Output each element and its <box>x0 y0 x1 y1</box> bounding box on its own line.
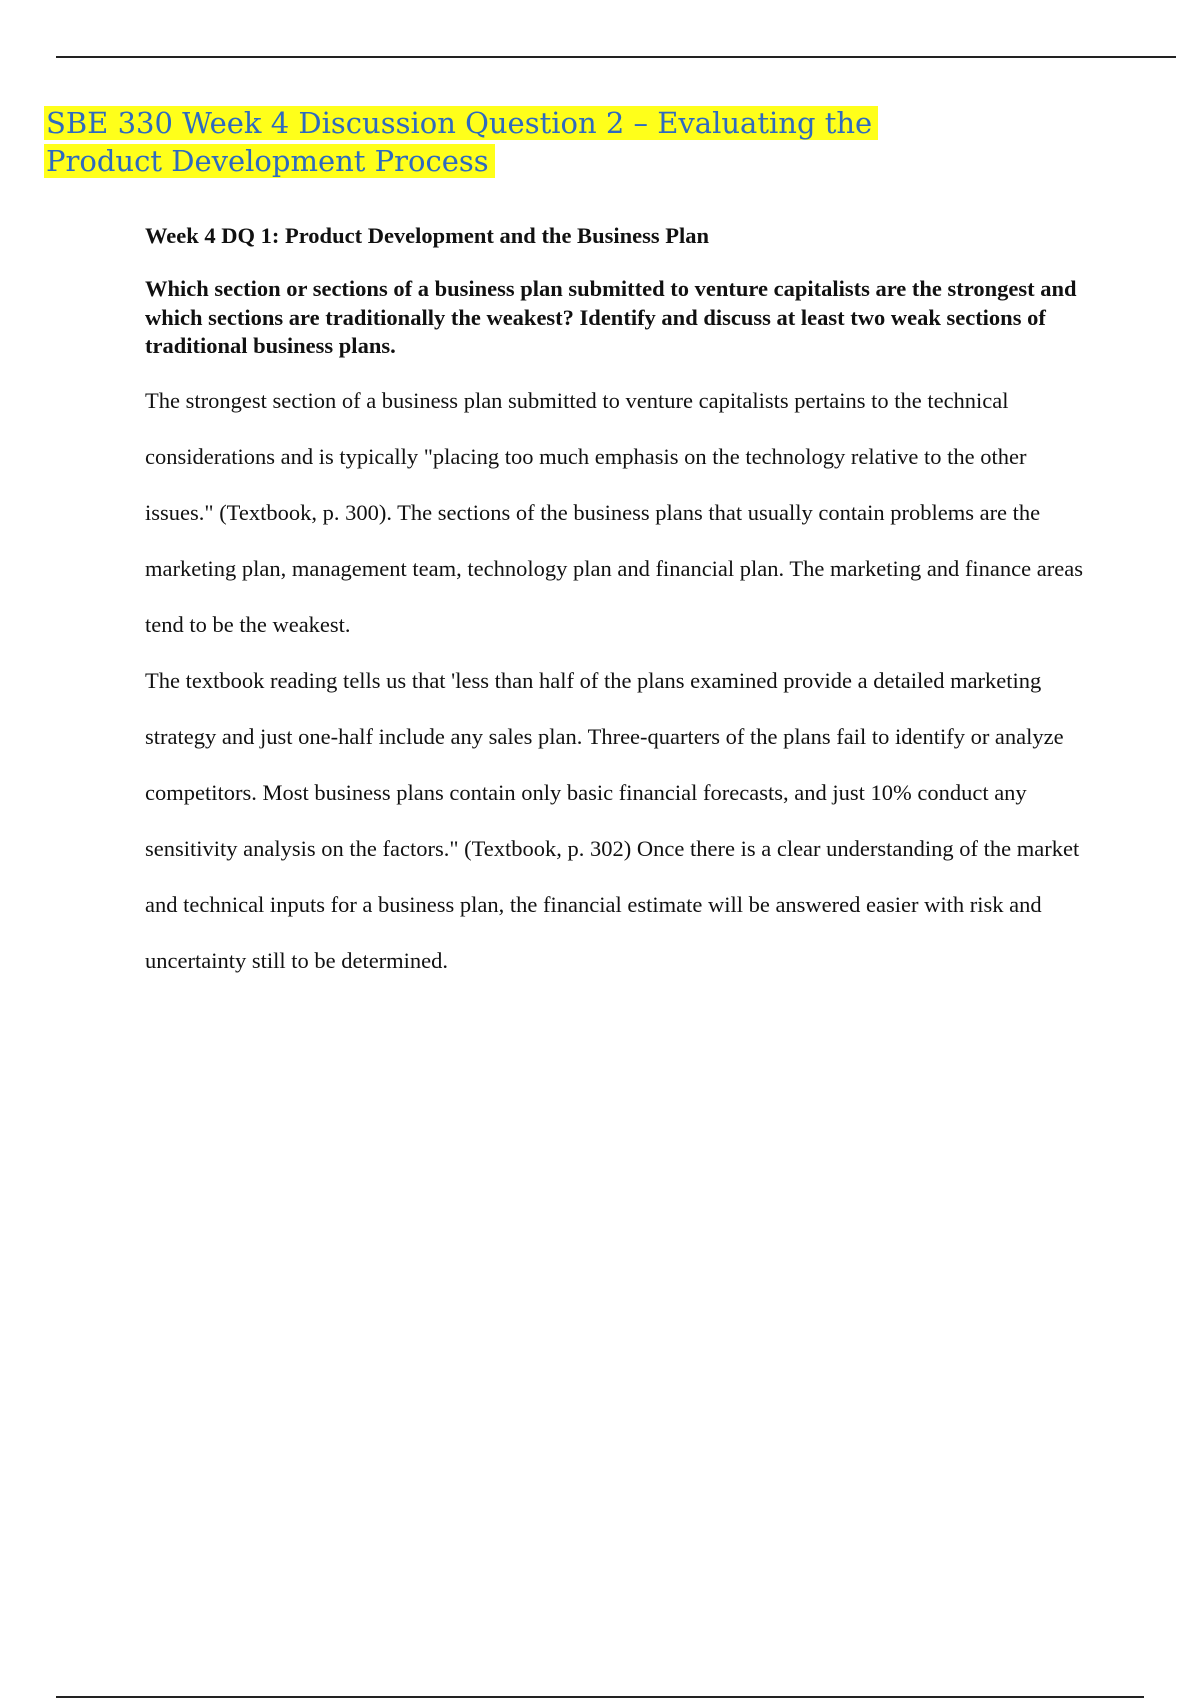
title-highlight: SBE 330 Week 4 Discussion Question 2 – Evaluating the Product Development Process <box>44 106 878 178</box>
header-rule <box>56 56 1176 58</box>
section-heading: Week 4 DQ 1: Product Development and the Business Plan <box>145 223 709 248</box>
document-title <box>44 104 944 180</box>
document-body <box>145 222 1095 989</box>
footer-rule <box>56 1696 1144 1698</box>
body-paragraph-2: The textbook reading tells us that 'less than half of the plans examined provide a detailed marketing strategy and just one-half include any sales plan. Three-quarters of the plans fail to identify or analyze competitors. Most business plans contain only basic financial forecasts, and just 10% conduct any sensitivity analysis on the factors." (Textbook, p. 302) Once there is a clear understanding of the market and technical inputs for a business plan, the financial estimate will be answered easier with risk and uncertainty still to be determined. <box>145 667 1080 973</box>
discussion-question: Which section or sections of a business plan submitted to venture capitalists are the strongest and which sections are traditionally the weakest? Identify and discuss at least two weak sections of traditional business plans. <box>145 276 1077 358</box>
body-paragraph-1: The strongest section of a business plan submitted to venture capitalists pertains to the technical considerations and is typically "placing too much emphasis on the technology relative to the other issues." (Textbook, p. 300). The sections of the business plans that usually contain problems are the marketing plan, management team, technology plan and financial plan. The marketing and finance areas tend to be the weakest. <box>145 387 1083 637</box>
